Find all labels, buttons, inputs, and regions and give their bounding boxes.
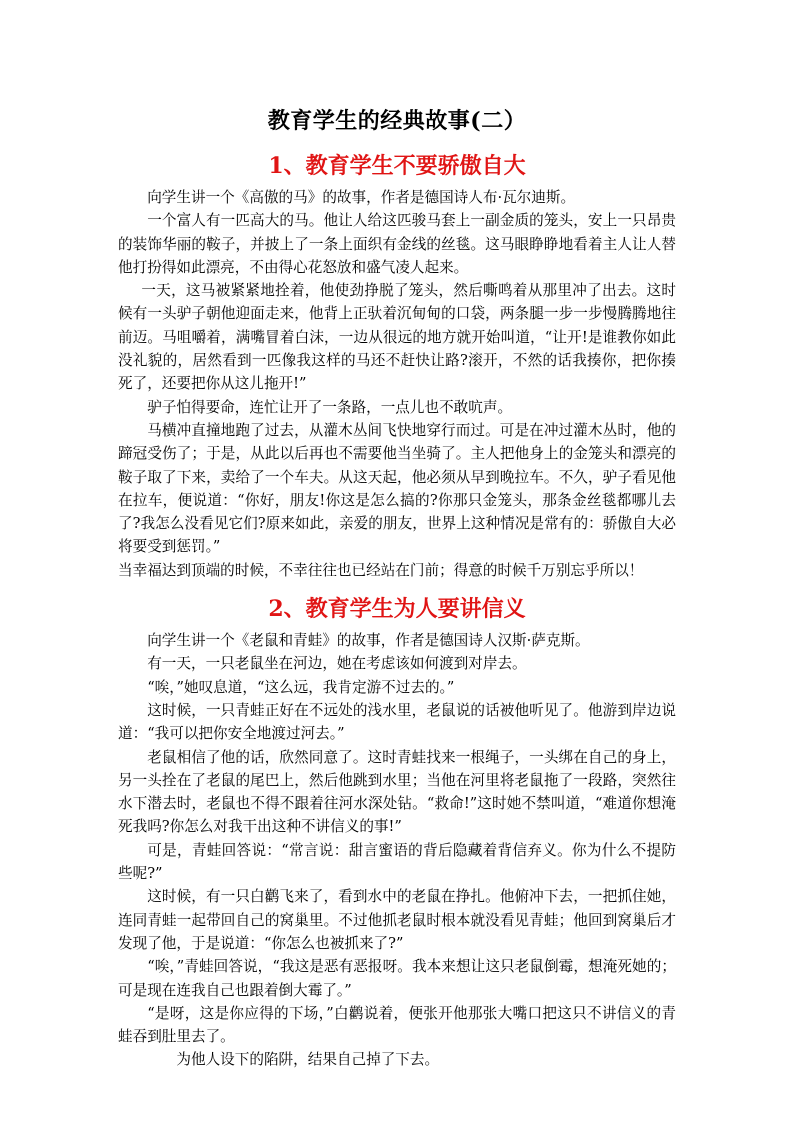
section-2-paragraph: 这时候，有一只白鹳飞来了，看到水中的老鼠在挣扎。他俯冲下去，一把抓住她，连同青蛙一起带回自己的窝巢里。不过他抓老鼠时根本就没看见青蛙；他回到窝巢后才发现了他，于是说道：“你怎么也被抓来了?” [118, 888, 676, 952]
section-2-paragraph: 向学生讲一个《老鼠和青蛙》的故事，作者是德国诗人汉斯·萨克斯。 [147, 632, 590, 650]
section-1-heading: 1、教育学生不要骄傲自大 [268, 153, 526, 179]
section-2-heading: 2、教育学生为人要讲信义 [268, 596, 526, 623]
section-1-paragraph: 马横冲直撞地跑了过去，从灌木丛间飞快地穿行而过。可是在冲过灌木丛时，他的蹄冠受伤了；于是，从此以后再也不需要他当坐骑了。主人把他身上的金笼头和漂亮的鞍子取了下来，卖给了一个车夫。从这天起，他必须从早到晚拉车。不久，驴子看见他在拉车，便说道：“你好，朋友!你这是怎么搞的?你那只金笼头，那条金丝毯都哪儿去了?我怎么没看见它们?原来如此，亲爱的朋友，世界上这种情况是常有的：骄傲自大必将要受到惩罚。” [118, 421, 676, 556]
section-2-paragraph: 这时候，一只青蛙正好在不远处的浅水里，老鼠说的话被他听见了。他游到岸边说道：“我可以把你安全地渡过河去。” [118, 701, 676, 743]
section-2-paragraph: “唉，”她叹息道，“这么远，我肯定游不过去的。” [147, 678, 455, 696]
section-2-paragraph: “是呀，这是你应得的下场，”白鹳说着，便张开他那张大嘴口把这只不讲信义的青蛙吞到肚里去了。 [118, 1004, 676, 1046]
section-2-paragraph: 有一天，一只老鼠坐在河边，她在考虑该如何渡到对岸去。 [147, 655, 527, 673]
section-2-moral: 为他人设下的陷阱，结果自己掉了下去。 [176, 1051, 440, 1069]
section-1-paragraph: 向学生讲一个《高傲的马》的故事，作者是德国诗人布·瓦尔迪斯。 [147, 189, 576, 206]
document-title: 教育学生的经典故事(二） [267, 108, 527, 134]
section-1-paragraph: 一个富人有一匹高大的马。他让人给这匹骏马套上一副金质的笼头，安上一只昂贵的装饰华丽的鞍子，并披上了一条上面织有金线的丝毯。这马眼睁睁地看着主人让人替他打扮得如此漂亮，不由得心花怒放和盛气凌人起来。 [118, 212, 676, 276]
section-2-paragraph: “唉，”青蛙回答说，“我这是恶有恶报呀。我本来想让这只老鼠倒霉，想淹死她的；可是现在连我自己也跟着倒大霉了。” [118, 958, 676, 999]
section-1-paragraph: 驴子怕得要命，连忙让开了一条路，一点儿也不敢吭声。 [147, 398, 513, 416]
section-1-moral: 当幸福达到顶端的时候，不幸往往也已经站在门前；得意的时候千万别忘乎所以！ [118, 561, 644, 579]
section-2-paragraph: 可是，青蛙回答说：“常言说：甜言蜜语的背后隐藏着背信弃义。你为什么不提防些呢?” [118, 841, 676, 883]
section-2-paragraph: 老鼠相信了他的话，欣然同意了。这时青蛙找来一根绳子，一头绑在自己的身上，另一头拴在了老鼠的尾巴上，然后他跳到水里；当他在河里将老鼠拖了一段路，突然往水下潜去时，老鼠也不得不跟着往河水深处钻。“救命!”这时她不禁叫道，“难道你想淹死我吗?你怎么对我干出这种不讲信义的事!” [118, 748, 676, 836]
section-1-paragraph: 一天，这马被紧紧地拴着，他使劲挣脱了笼头，然后嘶鸣着从那里冲了出去。这时候有一头驴子朝他迎面走来，他背上正驮着沉甸甸的口袋，两条腿一步一步慢腾腾地往前迈。马咀嚼着，满嘴冒着白沫，一边从很远的地方就开始叫道，“让开!是谁教你如此没礼貌的，居然看到一匹像我这样的马还不赶快让路?滚开，不然的话我揍你，把你揍死了，还要把你从这儿拖开!” [118, 282, 676, 393]
